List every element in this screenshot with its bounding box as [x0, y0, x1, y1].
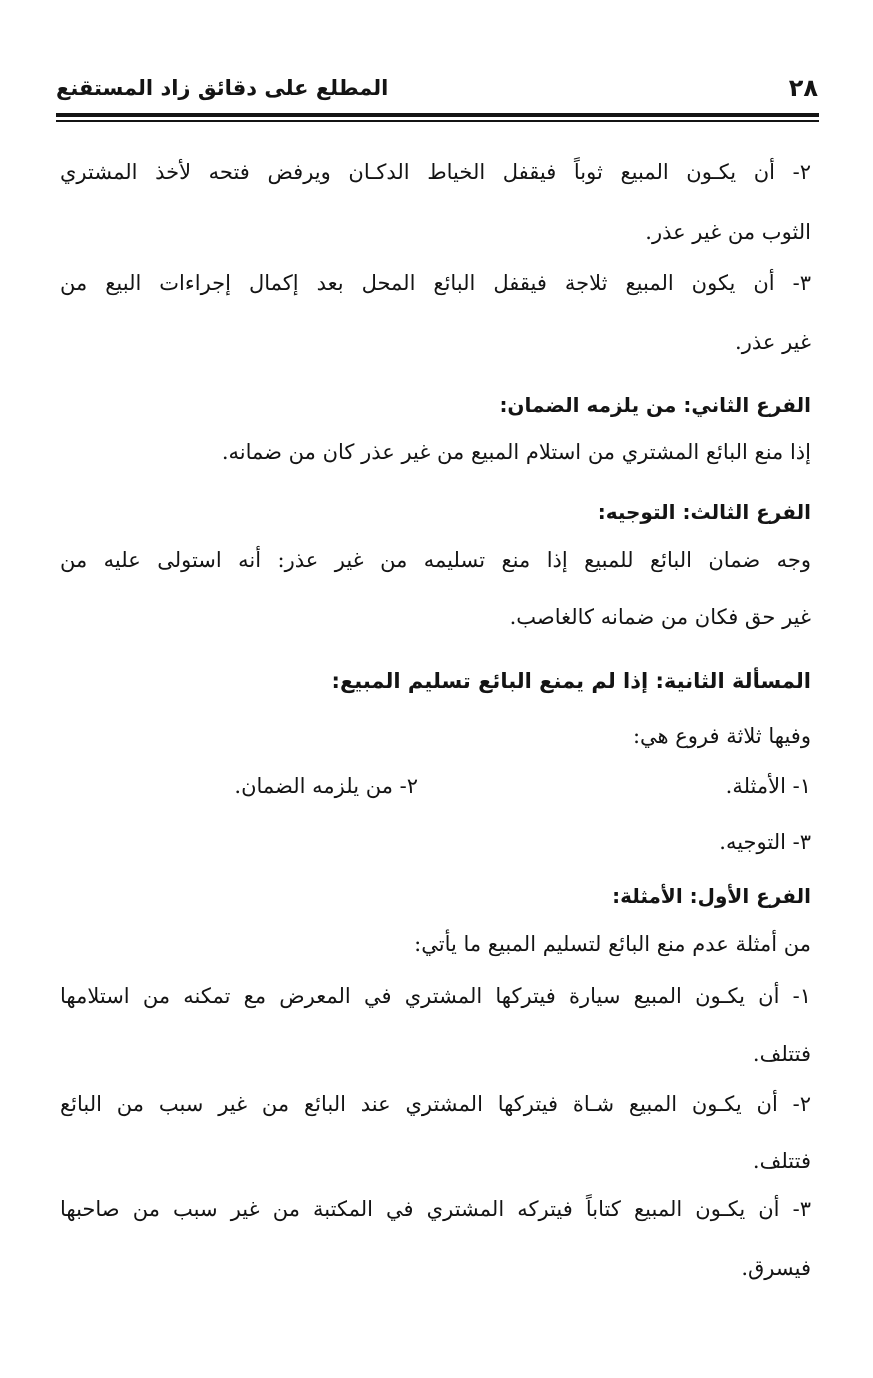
- paragraph-line: وجه ضمان البائع للمبيع إذا منع تسليمه من غير عذر: أنه استولى عليه من: [60, 548, 811, 572]
- list-item: ١- الأمثلة.: [725, 774, 811, 798]
- paragraph-line: غير حق فكان من ضمانه كالغاصب.: [509, 605, 811, 629]
- paragraph-line: ٣- أن يكون المبيع ثلاجة فيقفل البائع المحل بعد إكمال إجراءات البيع من: [60, 271, 811, 295]
- paragraph-line: وفيها ثلاثة فروع هي:: [632, 724, 811, 748]
- paragraph-line: ٢- أن يكـون المبيع ثوباً فيقفل الخياط الدكـان ويرفض فتحه لأخذ المشتري: [60, 160, 811, 184]
- paragraph-line: الثوب من غير عذر.: [645, 220, 811, 244]
- section-heading: الفرع الأول: الأمثلة:: [612, 884, 811, 908]
- list-item: ٣- التوجيه.: [719, 830, 811, 854]
- paragraph-line: ٣- أن يكـون المبيع كتاباً فيتركه المشتري في المكتبة من غير سبب من صاحبها: [60, 1197, 811, 1221]
- running-title: المطلع على دقائق زاد المستقنع: [56, 76, 389, 100]
- issue-heading: المسألة الثانية: إذا لم يمنع البائع تسليم المبيع:: [331, 669, 811, 693]
- section-heading: الفرع الثاني: من يلزمه الضمان:: [499, 393, 811, 417]
- list-item: ٢- من يلزمه الضمان.: [234, 774, 418, 798]
- section-heading: الفرع الثالث: التوجيه:: [597, 500, 811, 524]
- page-header: [56, 72, 818, 112]
- header-rule-thin: [56, 120, 819, 122]
- header-rule-thick: [56, 113, 819, 117]
- paragraph-line: فتتلف.: [752, 1042, 811, 1066]
- paragraph-line: ١- أن يكـون المبيع سيارة فيتركها المشتري في المعرض مع تمكنه من استلامها: [60, 984, 811, 1008]
- paragraph-line: غير عذر.: [735, 330, 811, 354]
- page-number: ٢٨: [788, 74, 818, 102]
- paragraph-line: فيسرق.: [741, 1256, 811, 1280]
- paragraph-line: من أمثلة عدم منع البائع لتسليم المبيع ما يأتي:: [414, 932, 811, 956]
- paragraph-line: فتتلف.: [752, 1149, 811, 1173]
- paragraph-line: ٢- أن يكـون المبيع شـاة فيتركها المشتري عند البائع من غير سبب من البائع: [60, 1092, 811, 1116]
- paragraph-line: إذا منع البائع المشتري من استلام المبيع من غير عذر كان من ضمانه.: [221, 440, 811, 464]
